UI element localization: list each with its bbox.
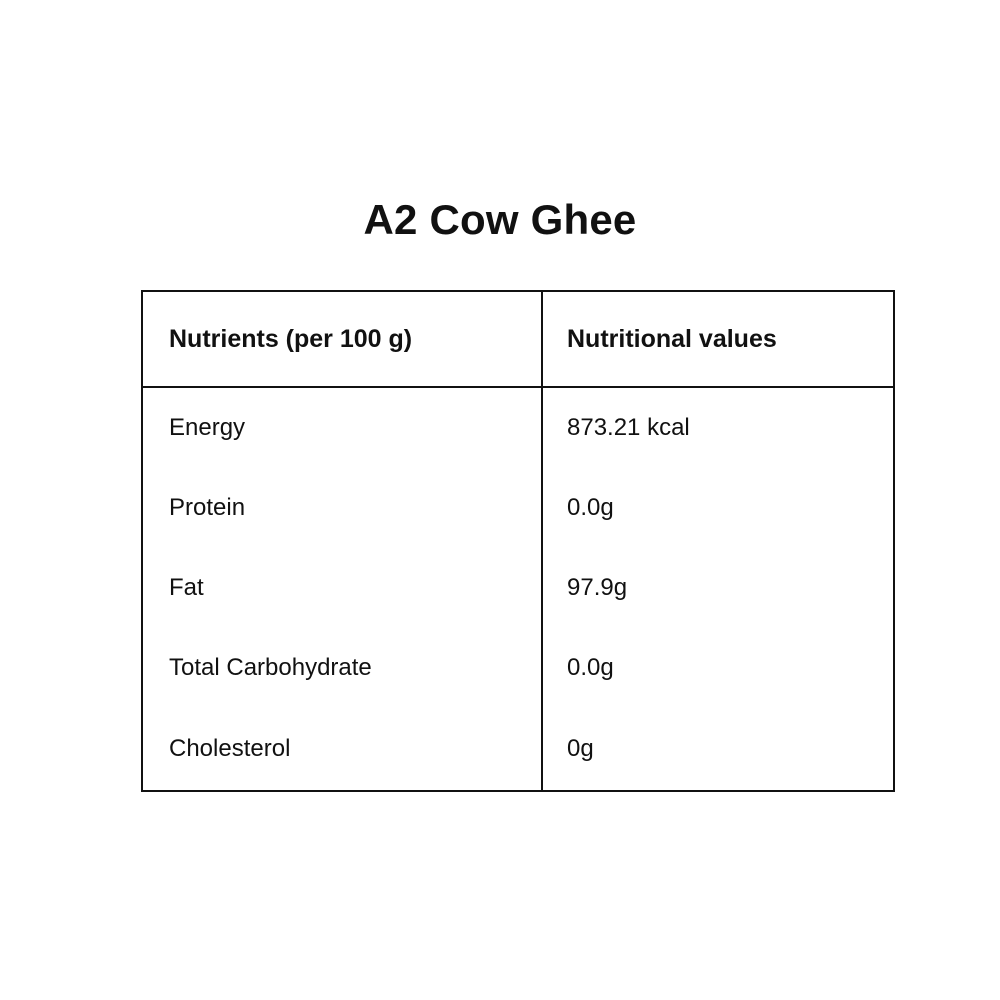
table-header-row xyxy=(142,291,894,387)
nutrient-value: 0.0g xyxy=(567,654,614,681)
nutrient-value: 97.9g xyxy=(567,574,628,601)
nutrient-value: 0g xyxy=(567,735,594,762)
table-body xyxy=(142,387,894,791)
table-row xyxy=(142,468,894,548)
table-row xyxy=(142,387,894,468)
page-title: A2 Cow Ghee xyxy=(363,196,637,243)
nutrition-facts-table xyxy=(141,290,895,792)
table-header xyxy=(142,291,894,387)
table-row xyxy=(142,708,894,791)
nutrient-name: Cholesterol xyxy=(142,708,542,791)
nutrient-name: Fat xyxy=(142,548,542,628)
nutrient-name: Protein xyxy=(142,468,542,548)
nutrient-name: Energy xyxy=(142,387,542,468)
column-header-values: Nutritional values xyxy=(542,291,894,387)
nutrient-value: 873.21 kcal xyxy=(567,414,690,441)
table-row xyxy=(142,548,894,628)
column-header-nutrients: Nutrients (per 100 g) xyxy=(142,291,542,387)
nutrient-name: Total Carbohydrate xyxy=(142,628,542,708)
nutrient-value: 0.0g xyxy=(567,494,614,521)
table-row xyxy=(142,628,894,708)
